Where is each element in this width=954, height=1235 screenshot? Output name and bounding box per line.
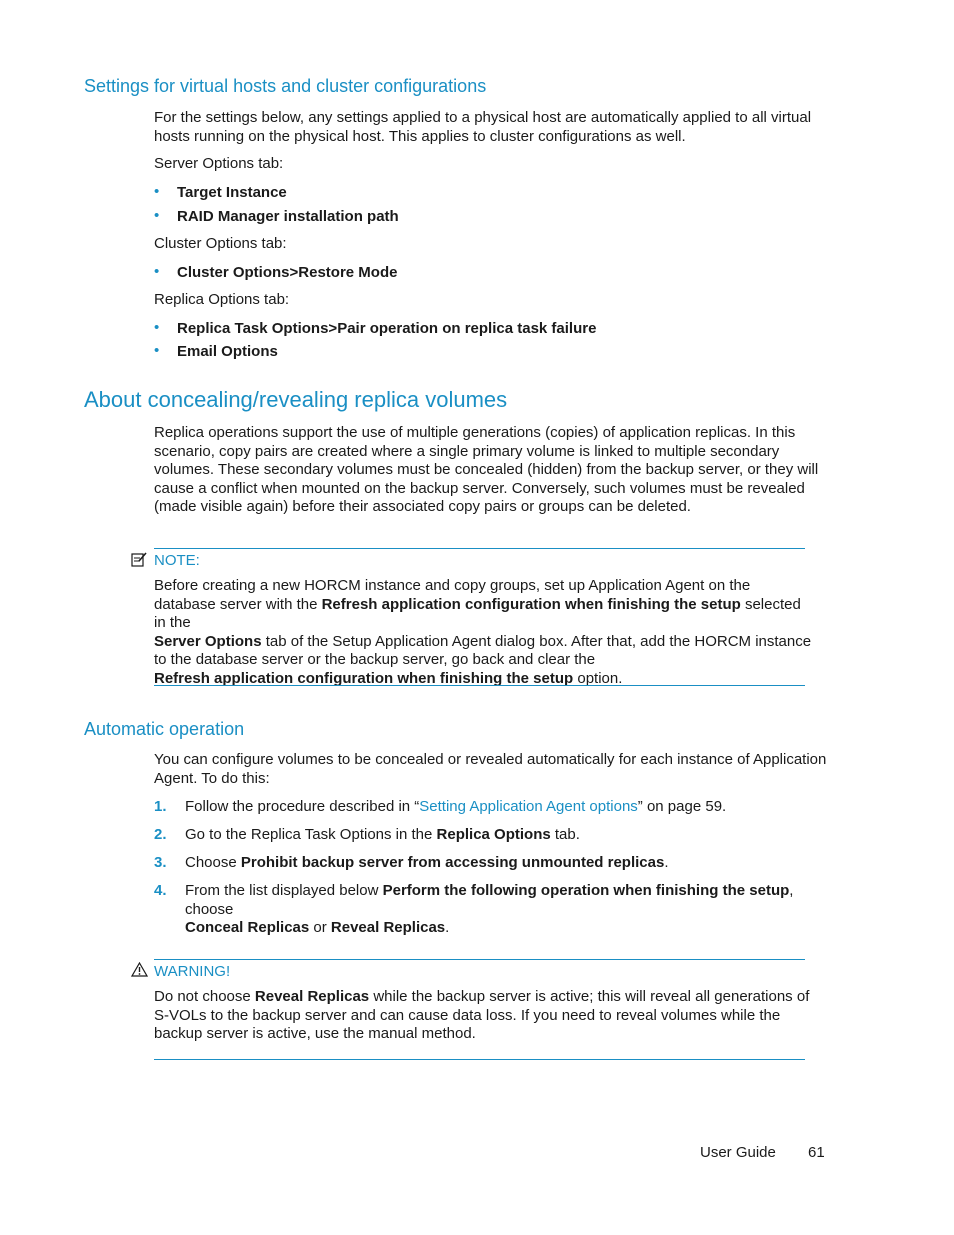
- bullet-icon: •: [154, 183, 160, 200]
- bullet-item: • Email Options: [154, 342, 278, 360]
- server-options-label: Server Options tab:: [154, 155, 284, 172]
- note-bottom-rule: [154, 685, 805, 686]
- footer-guide-title: User Guide: [700, 1144, 776, 1161]
- bullet-item: • Replica Task Options>Pair operation on replica task failure: [154, 319, 597, 337]
- note-top-rule: [154, 548, 805, 549]
- step-number: 3.: [154, 854, 167, 871]
- concealing-body: Replica operations support the use of multiple generations (copies) of application replicas. In this scenario, copy pairs are created where a single primary volume is linked to multiple secondary volumes. These secondary volumes must be concealed (hidden) from the backup server, or they will cause a conflict when mounted on the backup server. Conversely, such volumes must be revealed (made visible again) before their associated copy pairs or groups can be deleted.: [154, 424, 819, 516]
- warning-text: Do not choose Reveal Replicas while the backup server is active; this will reveal all generations of S-VOLs to the backup server and can cause data loss. If you need to reveal volumes while the backup server is active, use the manual method.: [154, 988, 810, 1043]
- note-pencil-icon: [131, 551, 148, 567]
- step-number: 2.: [154, 826, 167, 843]
- step-number: 4.: [154, 882, 167, 899]
- bullet-icon: •: [154, 342, 160, 359]
- note-label: NOTE:: [154, 552, 200, 569]
- page-number: 61: [808, 1144, 825, 1161]
- step-number: 1.: [154, 798, 167, 815]
- step-1: Follow the procedure described in “Setting Application Agent options” on page 59.: [185, 798, 727, 815]
- warning-label: WARNING!: [154, 963, 231, 980]
- step-2: Go to the Replica Task Options in the Replica Options tab.: [185, 826, 580, 843]
- bullet-item: • Cluster Options>Restore Mode: [154, 263, 398, 281]
- cluster-options-label: Cluster Options tab:: [154, 235, 287, 252]
- setting-options-link[interactable]: Setting Application Agent options: [419, 798, 638, 815]
- replica-options-label: Replica Options tab:: [154, 291, 290, 308]
- warning-triangle-icon: [131, 962, 148, 977]
- step-4: From the list displayed below Perform the following operation when finishing the setup, choose Conceal Replicas or Reveal Replicas.: [185, 882, 794, 937]
- bullet-icon: •: [154, 207, 160, 224]
- section-heading-virtual-hosts: Settings for virtual hosts and cluster configurations: [84, 76, 487, 96]
- bullet-item: • RAID Manager installation path: [154, 207, 399, 225]
- warning-top-rule: [154, 959, 805, 960]
- section-heading-concealing: About concealing/revealing replica volumes: [84, 387, 508, 412]
- virtual-hosts-intro: For the settings below, any settings applied to a physical host are automatically applied to all virtual hosts running on the physical host. This applies to cluster configurations as well.: [154, 109, 812, 145]
- note-text: Before creating a new HORCM instance and copy groups, set up Application Agent on the database server with the Refresh application configuration when finishing the setup selected in the Server Options tab of the Setup Application Agent dialog box. After that, add the HORCM instance to the database server or the backup server, go back and clear the Refresh application configuration when finishing the setup option.: [154, 577, 812, 687]
- automatic-intro: You can configure volumes to be concealed or revealed automatically for each instance of Application Agent. To do this:: [154, 751, 827, 787]
- step-3: Choose Prohibit backup server from accessing unmounted replicas.: [185, 854, 669, 871]
- bullet-icon: •: [154, 263, 160, 280]
- section-heading-automatic: Automatic operation: [84, 719, 245, 739]
- bullet-icon: •: [154, 319, 160, 336]
- bullet-item: • Target Instance: [154, 183, 287, 201]
- warning-bottom-rule: [154, 1059, 805, 1060]
